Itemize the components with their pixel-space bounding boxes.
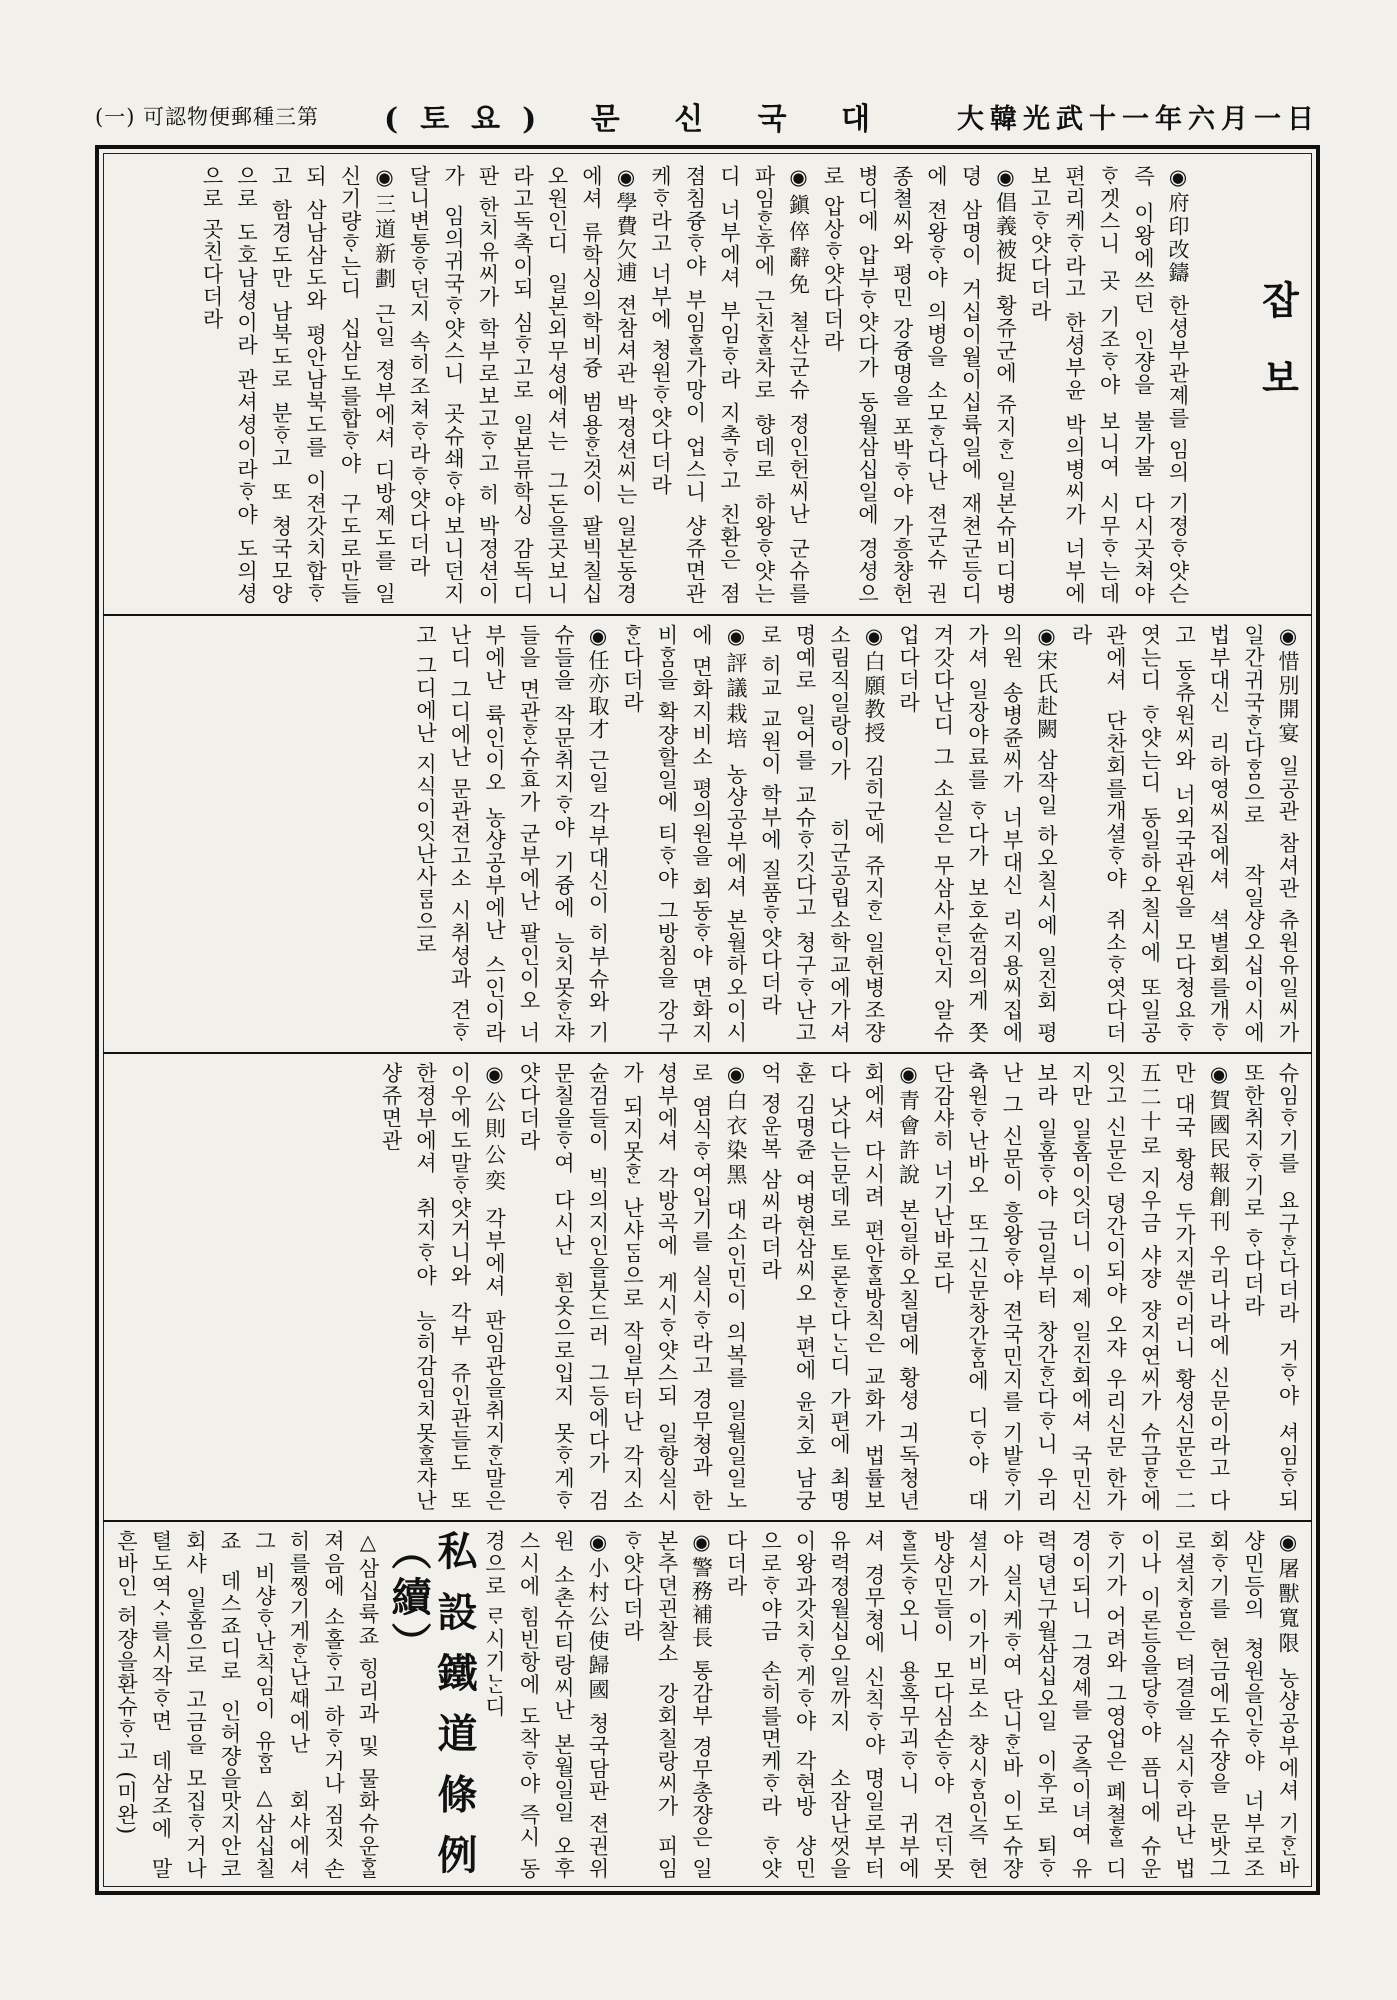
article: △삼십륙죠 힝리과 및 물화슈운ᄒᆞᆯ 져음에 소홀ᄒᆞ고 하ᄒᆞ거나 짐짓 손히를찡기게ᄒᆞᆫ난ᄯᅢ에난 회샤에셔 그 비샹ᄒᆞ난칙임이 유ᄒᆞᆷ △삼십칠죠 데스죠디로 인허쟝을맛지안코 회샤 일홈으로 고금을 모집ᄒᆞ거나 텰도역ᄉᆞ를시작ᄒᆞ면 데삼조에 말흔바인 허쟝을환슈ᄒᆞ고 (미완) [115,1530,380,1880]
article: ◉公則公奕 각부에셔 판임관을취지ᄒᆞᆫ말은 이우에도말ᄒᆞ얏거니와 각부 쥬인관들도 또한졍부에셔 취지ᄒᆞ야 능히감임치못ᄒᆞᆯ쟈난 샹쥬면관 [379,1062,507,1512]
issue-date: 大韓光武十一年六月一日 [956,103,1320,135]
article-band-3 [115,1062,1305,1512]
serial-heading: 私設鐵道條例（續） [385,1530,478,1880]
section-title: 잡보 [1255,280,1300,436]
article: ◉警務補長 통감부 경무총쟝은 일본추뎐괸찰소 강회칠랑씨가 피임ᄒᆞ얏다더라 [620,1530,714,1880]
article-band-2 [115,624,1305,1044]
article: ◉青會許說 본일하오칠뎜에 황셩 긔독쳥년회에셔 다시려 편안ᄒᆞᆯ방칙은 교화가 법률보다 낫다는문데로 토론ᄒᆞᆫ다ᄂᆞᆫ디 가편에 최명훈 김명쥰 여병현삼씨오 부편에 윤치호 남궁억 졍운복 삼씨라더라 [758,1062,921,1512]
masthead [95,90,1320,142]
newspaper-name: (토요) 문 신 국 대 [384,102,893,137]
article: ◉白願教授 김히군에 쥬지ᄒᆞᆫ 일헌병조쟝 소림직일랑이가 히군공립소학교에가셔 명예로 일어를 교슈ᄒᆞ깃다고 쳥구ᄒᆞ난고로 히교 교원이 학부에 질품ᄒᆞ얏다더라 [758,624,886,1044]
article-band-1 [115,165,1195,605]
band-divider-3 [103,1520,1312,1522]
article: ◉學費欠逋 젼참셔관 박졍션씨는 일본동경에셔 류학싱의학비즁 범용ᄒᆞᆫ것이 팔빅칠십오원인디 일본외무셩에셔는 그돈을곳보니라고독촉이되 심ᄒᆞ고로 일본류학싱 감독디판 한치유씨가 학부로보고ᄒᆞ고 히 박졍션이가 임의귀국ᄒᆞ얏스니 곳슈쇄ᄒᆞ야보니던지 달니변통ᄒᆞ던지 속히조쳐ᄒᆞ라ᄒᆞ얏다더라 [407,165,638,605]
article: ◉評議栽培 농샹공부에셔 본월하오이시에 면화지비소 평의원을 회동ᄒᆞ야 면화지비ᄒᆞᆷ을 확쟝할일에 티ᄒᆞ야 그방침을 강구ᄒᆞᆫ다더라 [620,624,748,1044]
article: ◉倡義被捉 황쥬군에 쥬지ᄒᆞᆫ 일본슈비디병뎡 삼명이 거십이월이십륙일에 재쳔군등디에 젼왕ᄒᆞ야 의병을 소모ᄒᆞᆫ다난 젼군슈 권종쳘씨와 평민 강즁명을 포박ᄒᆞ야 가흥챵헌병디에 압부ᄒᆞ얏다가 동월삼십일에 경셩으로 압상ᄒᆞ얏다더라 [821,165,1018,605]
article-band-4 [115,1530,1305,1880]
article: ◉白衣染黑 대소인민이 의복를 일월일일노로 염식ᄒᆞ여입기를 실시ᄒᆞ라고 경무쳥과 한셩부에셔 각방곡에 게시ᄒᆞ얏스되 일향실시가 되지못ᄒᆞᆫ 난샤ᄃᆞᆷ으로 작일부터난 각지소슌검들이 빅의지인을붓드러 그등에다가 검문칠을ᄒᆞ여 다시난 흰옷으로입지 못ᄒᆞ게ᄒᆞ얏다더라 [517,1062,748,1512]
article: ◉三道新劃 근일 졍부에셔 디방졔도를 일신기량ᄒᆞ는디 십삼도를합ᄒᆞ야 구도로만들되 삼남삼도와 평안남북도를 이젼갓치합ᄒᆞ고 함경도만 남북도로 분ᄒᆞ고 또 쳥국모양으로 도호남셩이라 관셔셩이라ᄒᆞ야 도의셩으로 곳친다더라 [200,165,397,605]
article: 슈임ᄒᆞ기를 요구ᄒᆞᆫ다더라 거ᄒᆞ야 셔임ᄒᆞ되또한취지ᄒᆞ기로 ᄒᆞ다더라 [1241,1062,1300,1512]
article: ◉惜別開宴 일공관 참셔관 츄원유일씨가 일간귀국ᄒᆞᆫ다ᄒᆞᆷ으로 작일샹오십이시에 법부대신 리하영씨집에셔 셕별회를개ᄒᆞ고 동츄원씨와 너외국관원을 모다쳥요ᄒᆞ엿는디 ᄒᆞ얏는디 동일하오칠시에 또일공관에셔 단찬회를개셜ᄒᆞ야 쥐소ᄒᆞ엿다더라 [1069,624,1300,1044]
article: ◉屠獸寬限 농샹공부에셔 기ᄒᆞᆫ바 샹민등의 쳥원을인ᄒᆞ야 너부로조회ᄒᆞ기를 현금에도슈쟝을 문밧그로셜치ᄒᆞᆷ은 텨결을 실시ᄒᆞ라난 법이나 이론등을당ᄒᆞ야 픔니에 슈운ᄒᆞ기가 어려와 그영업은 폐쳘ᄒᆞᆯ 디경이되니 그경셰를 궁측이녀여 유력뎡년구월삼십오일 이후로 퇴ᄒᆞ야 실시케ᄒᆞ여 단니ᄒᆞᆫ바 이도슈쟝셜시가 이가비로소 챵시ᄒᆞᆷ인즉 현방샹민들이 모다심손ᄒᆞ야 견ᄃᆡ못ᄒᆞᆯ듯ᄒᆞ오니 용혹무괴ᄒᆞ니 귀부에셔 경무쳥에 신칙ᄒᆞ야 명일로부터 유력졍월십오일까지 소잠난ᄭᅥᆺ을 이왕과갓치ᄒᆞ게ᄒᆞ야 각현방 샹민으로ᄒᆞ야금 손히를면케ᄒᆞ라 ᄒᆞ얏다더라 [724,1530,1300,1880]
band-divider-2 [103,1052,1312,1054]
article: ◉宋氏赴闕 삼작일 하오칠시에 일진회 평의원 송병쥰씨가 너부대신 리지용씨집에가셔 일장야료를 ᄒᆞ다가 보호슌검의게 쫏겨갓다난디 그 소실은 무삼사ᄅᆞᆫ인지 알슈업다더라 [896,624,1059,1044]
article: ◉任亦取才 근일 각부대신이 히부슈와 기슈들을 작문취지ᄒᆞ야 기즁에 능치못ᄒᆞᆫ쟈들을 면관ᄒᆞᆫ슈효가 군부에난 팔인이오 너부에난 륙인이오 농샹공부에난 스인이라난디 그디에난 문관젼고소 시취셩과 견ᄒᆞ고 그디에난 지식이잇난사ᄅᆞᆷ으로 [413,624,610,1044]
article: ◉鎭倅辭免 쳘산군슈 졍인헌씨난 군슈를 파임ᄒᆞᆫ후에 근친ᄒᆞᆯ차로 향데로 하왕ᄒᆞ얏는디 너부에셔 부임ᄒᆞ라 지촉ᄒᆞ고 친환은 졈졈침즁ᄒᆞ야 부임ᄒᆞᆯ가망이 업스니 샹쥬면관케ᄒᆞ라고 너부에 쳥원ᄒᆞ얏다더라 [648,165,811,605]
postal-permit-notice: (一) 可認物便郵種三第 [95,105,320,129]
article: ◉賀國民報創刊 우리나라에 신문이라고 다만 대국 황셩 두가지ᄲᅮᆫ이러니 황셩신문은 二五二十로 지우금 샤쟝 쟝지연씨가 슈금ᄒᆞᆫ에잇고 신문은 뎡간이되야 오쟈 우리신문 한가지만 일홈이잇더니 이졔 일진회에셔 국민신보라 일홈ᄒᆞ야 금일부터 창간ᄒᆞᆫ다ᄒᆞ니 우리난 그 신문이 흥왕ᄒᆞ야 젼국민지를 기발ᄒᆞ기 츅원ᄒᆞ난바오 또그신문창간ᄒᆞᆷ에 디ᄒᆞ야 대단감샤히 너기난바로다 [931,1062,1231,1512]
article: ◉府印改鑄 한셩부관졔를 임의 기졍ᄒᆞ얏슨즉 이왕에쓰던 인쟝을 불가불 다시곳쳐야 ᄒᆞ겟스니 곳 기조ᄒᆞ야 보니여 시무ᄒᆞ는데 편리케ᄒᆞ라고 한셩부윤 박의병씨가 너부에 보고ᄒᆞ얏다더라 [1028,165,1190,605]
article: ◉小村公使歸國 쳥국담판 젼권위원 소촌슈티랑씨난 본월일일 오후스시에 힘빈항에 도착ᄒᆞ야 즉시 동경으로 ᄅᆞ시기ᄂᆞᆫ디 [482,1530,610,1880]
band-divider-1 [103,614,1312,616]
